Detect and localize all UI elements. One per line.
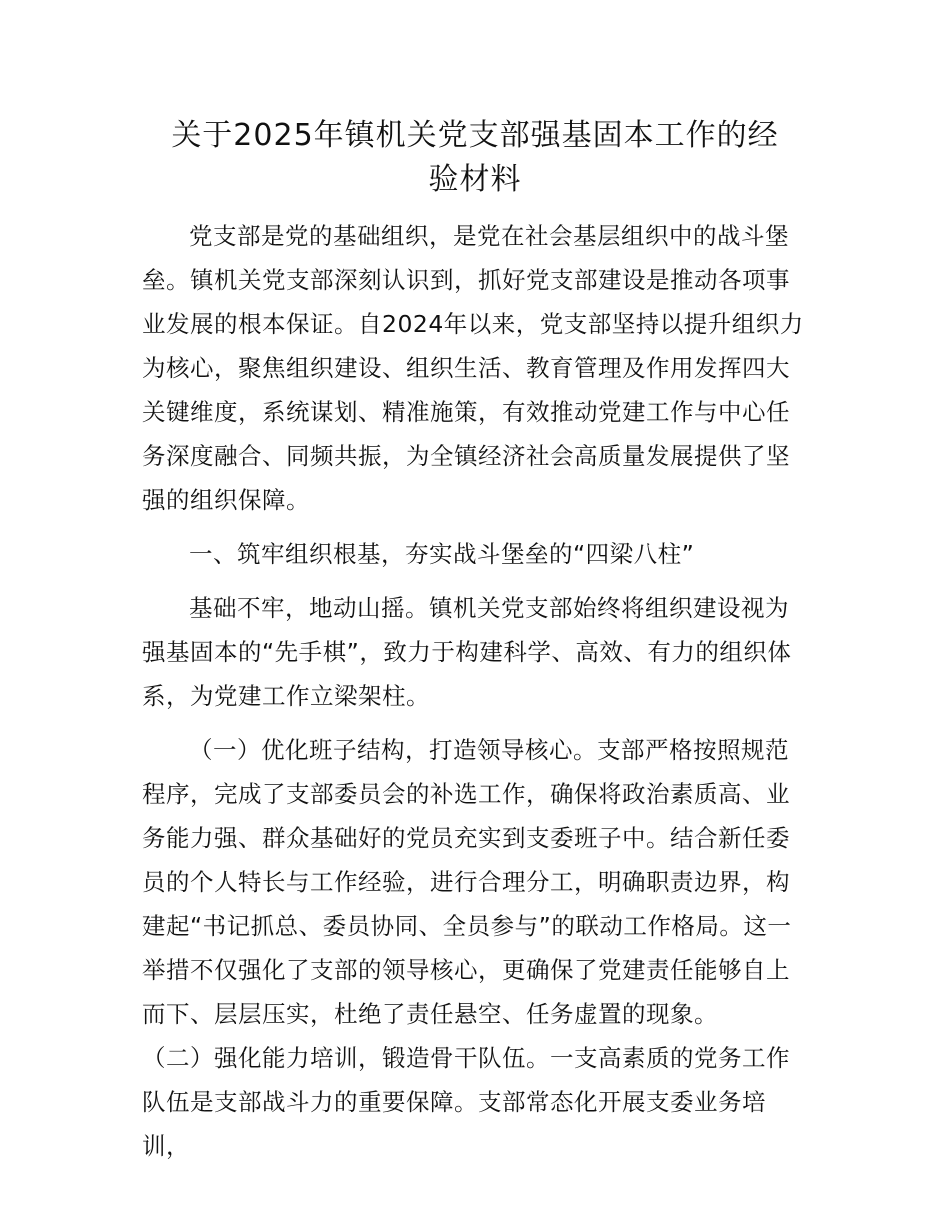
section-1-paragraph: 基础不牢，地动山摇。镇机关党支部始终将组织建设视为强基固本的“先手棋”，致力于构建科学、高效、有力的组织体系，为党建工作立梁架柱。: [142, 594, 792, 710]
section-heading-1: 一、筑牢组织根基，夯实战斗堡垒的“四梁八柱”: [189, 540, 695, 568]
document-title: [120, 114, 830, 202]
intro-paragraph: 党支部是党的基础组织，是党在社会基层组织中的战斗堡垒。镇机关党支部深刻认识到，抓好党支部建设是推动各项事业发展的根本保证。自2024年以来，党支部坚持以提升组织力为核心，聚焦组织建设、组织生活、教育管理及作用发挥四大关键维度，系统谋划、精准施策，有效推动党建工作与中心任务深度融合、同频共振，为全镇经济社会高质量发展提供了坚强的组织保障。: [142, 222, 804, 514]
subsection-2-paragraph: （二）强化能力培训，锻造骨干队伍。一支高素质的党务工作队伍是支部战斗力的重要保障。支部常态化开展支委业务培训，: [142, 1044, 790, 1160]
title-line-2: 验材料: [428, 162, 522, 197]
title-line-1: 关于2025年镇机关党支部强基固本工作的经: [171, 118, 779, 153]
subsection-1-paragraph: （一）优化班子结构，打造领导核心。支部严格按照规范程序，完成了支部委员会的补选工作，确保将政治素质高、业务能力强、群众基础好的党员充实到支委班子中。结合新任委员的个人特长与工作经验，进行合理分工，明确职责边界，构建起“书记抓总、委员协同、全员参与”的联动工作格局。这一举措不仅强化了支部的领导核心，更确保了党建责任能够自上而下、层层压实，杜绝了责任悬空、任务虚置的现象。: [142, 736, 792, 1028]
document-body: [142, 214, 812, 1168]
